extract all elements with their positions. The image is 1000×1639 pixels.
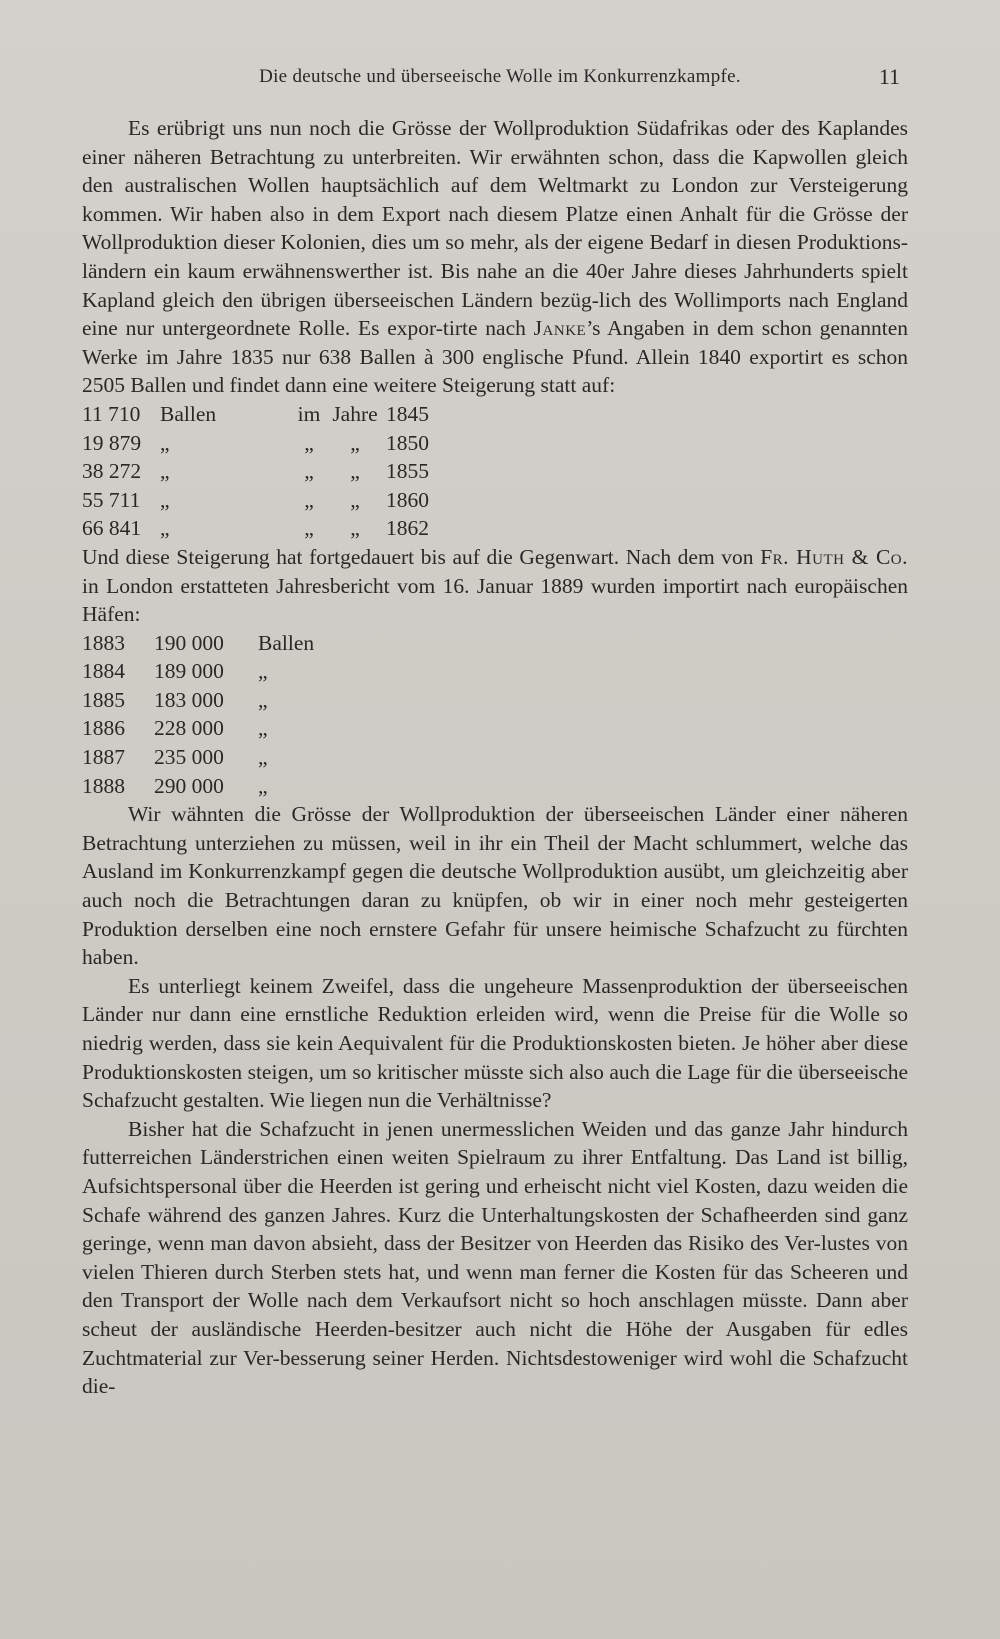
paragraph-reduction: Es unterliegt keinem Zweifel, dass die ungeheure Massenproduktion der überseeischen Länder nur dann eine ernstliche Reduktion erleiden wird, wenn die Preise für die Wolle so niedrig werden, dass sie kein Aequivalent für die Produktionskosten bieten. Je höher aber diese Produktionskosten steigen, um so kritischer müsste sich also auch die Lage für die überseeische Schafzucht gestalten. Wie liegen nun die Verhältnisse? [82, 973, 908, 1113]
paragraph-text: in London erstatteten Jahresbericht vom 16. Januar 1889 wurden importirt nach europäischen Häfen: [82, 573, 908, 627]
ditto-mark: „ [304, 487, 314, 512]
running-title: Die deutsche und überseeische Wolle im Konkurrenzkampfe. [259, 66, 741, 87]
unit-label: „ [258, 745, 268, 770]
unit-label: „ [160, 487, 170, 512]
year-value: 1860 [386, 487, 429, 512]
table-row [82, 514, 429, 543]
table-row [82, 400, 429, 429]
year-value: 1883 [82, 630, 125, 655]
unit-label: „ [160, 459, 170, 484]
export-bales-value: 19 879 [82, 430, 142, 455]
year-value: 1850 [386, 430, 429, 455]
table-row [82, 429, 429, 458]
table-row [82, 629, 314, 658]
year-value: 1845 [386, 401, 429, 426]
export-bales-value: 38 272 [82, 459, 142, 484]
page-number: 11 [878, 64, 900, 89]
paragraph-huth-report [82, 543, 908, 629]
export-bales-value: 11 710 [82, 401, 141, 426]
paragraph-text: Es erübrigt uns nun noch die Grösse der Wollproduktion Südafrikas oder des Kaplandes einer näheren Betrachtung zu unterbreiten. Wir erwähnten schon, dass die Kapwollen gleich den australischen Wollen hauptsächlich auf dem Weltmarkt zu London zur Versteigerung kommen. Wir haben also in dem Export nach diesem Platze einen Anhalt für die Grösse der Wollproduktion dieser Kolonien, dies um so mehr, als der eigene Bedarf in diesen Produktions-ländern ein kaum erwähnenswerther ist. Bis nahe an die 40er Jahre dieses Jahrhunderts spielt Kapland gleich den übrigen überseeischen Ländern bezüg-lich des Wollimports nach England eine nur untergeordnete Rolle. Es expor-tirte nach [82, 116, 908, 341]
import-bales-value: 290 000 [154, 773, 224, 798]
table-row [82, 457, 429, 486]
paragraph-text: ’s Angaben in dem schon genannten Werke im Jahre 1835 nur 638 Ballen à 300 englische Pfund. Allein 1840 exportirt es schon 2505 Ballen und findet dann eine weitere Steigerung statt auf: [82, 316, 908, 398]
paragraph-kapland-export [82, 114, 908, 400]
unit-label: „ [160, 430, 170, 455]
unit-label: „ [258, 716, 268, 741]
import-bales-value: 228 000 [154, 716, 224, 741]
ditto-mark: „ [350, 430, 360, 455]
paragraph-conclusion: Wir wähnten die Grösse der Wollproduktion der überseeischen Länder einer näheren Betrachtung unterziehen zu müssen, weil in ihr ein Theil der Macht schlummert, welche das Ausland im Konkurrenzkampf gegen die deutsche Wollproduktion ausübt, um gleichzeitig aber auch noch die Betrachtungen daran zu knüpfen, ob wir in einer noch mehr gesteigerten Produktion derselben eine noch ernstere Gefahr für unsere heimische Schafzucht zu fürchten haben. [82, 802, 908, 970]
paragraph-text: Und diese Steigerung hat fortgedauert bis auf die Gegenwart. Nach dem von [82, 544, 761, 569]
ditto-mark: „ [304, 459, 314, 484]
year-value: 1855 [386, 459, 429, 484]
ditto-mark: „ [304, 516, 314, 541]
ditto-mark: „ [304, 430, 314, 455]
body-text [82, 114, 908, 1401]
import-bales-value: 189 000 [154, 659, 224, 684]
year-value: 1885 [82, 687, 125, 712]
export-table-1845-1862 [82, 400, 429, 543]
table-row [82, 657, 314, 686]
table-row [82, 714, 314, 743]
ditto-mark: Jahre [332, 401, 378, 426]
import-bales-value: 235 000 [154, 745, 224, 770]
ditto-mark: „ [350, 487, 360, 512]
unit-label: Ballen [258, 630, 315, 655]
paragraph-sheep-farming: Bisher hat die Schafzucht in jenen unermesslichen Weiden und das ganze Jahr hindurch futterreichen Länderstrichen einen weiten Spielraum zu ihrer Entfaltung. Das Land ist billig, Aufsichtspersonal über die Heerden ist gering und erheischt nicht viel Kosten, dazu weiden die Schafe während des ganzen Jahres. Kurz die Unterhaltungskosten der Schafheerden sind ganz geringe, wenn man davon absieht, dass der Besitzer von Heerden das Risiko des Ver-lustes von vielen Thieren durch Sterben stets hat, und wenn man ferner die Kosten für das Scheeren und den Transport der Wolle nach dem Verkaufsort nicht so hoch anschlagen müsste. Dann aber scheut der ausländische Heerden-besitzer auch nicht die Höhe der Ausgaben für edles Zuchtmaterial zur Ver-besserung seiner Herden. Nichtsdestoweniger wird wohl die Schafzucht die- [82, 1116, 908, 1399]
table-row [82, 772, 314, 801]
unit-label: „ [258, 687, 268, 712]
year-value: 1887 [82, 745, 125, 770]
unit-label: „ [258, 773, 268, 798]
import-table-1883-1888 [82, 629, 314, 801]
table-row [82, 743, 314, 772]
year-value: 1862 [386, 516, 429, 541]
unit-label: Ballen [160, 401, 217, 426]
firm-name: Fr. Huth & Co. [760, 544, 908, 569]
page-header [80, 66, 920, 96]
import-bales-value: 190 000 [154, 630, 224, 655]
unit-label: „ [160, 516, 170, 541]
export-bales-value: 66 841 [82, 516, 142, 541]
ditto-mark: „ [350, 459, 360, 484]
table-row [82, 486, 429, 515]
year-value: 1888 [82, 773, 125, 798]
table-row [82, 686, 314, 715]
ditto-mark: im [297, 401, 321, 426]
author-name: Janke [533, 316, 587, 341]
year-value: 1886 [82, 716, 125, 741]
import-bales-value: 183 000 [154, 687, 224, 712]
year-value: 1884 [82, 659, 125, 684]
unit-label: „ [258, 659, 268, 684]
export-bales-value: 55 711 [82, 487, 141, 512]
ditto-mark: „ [350, 516, 360, 541]
